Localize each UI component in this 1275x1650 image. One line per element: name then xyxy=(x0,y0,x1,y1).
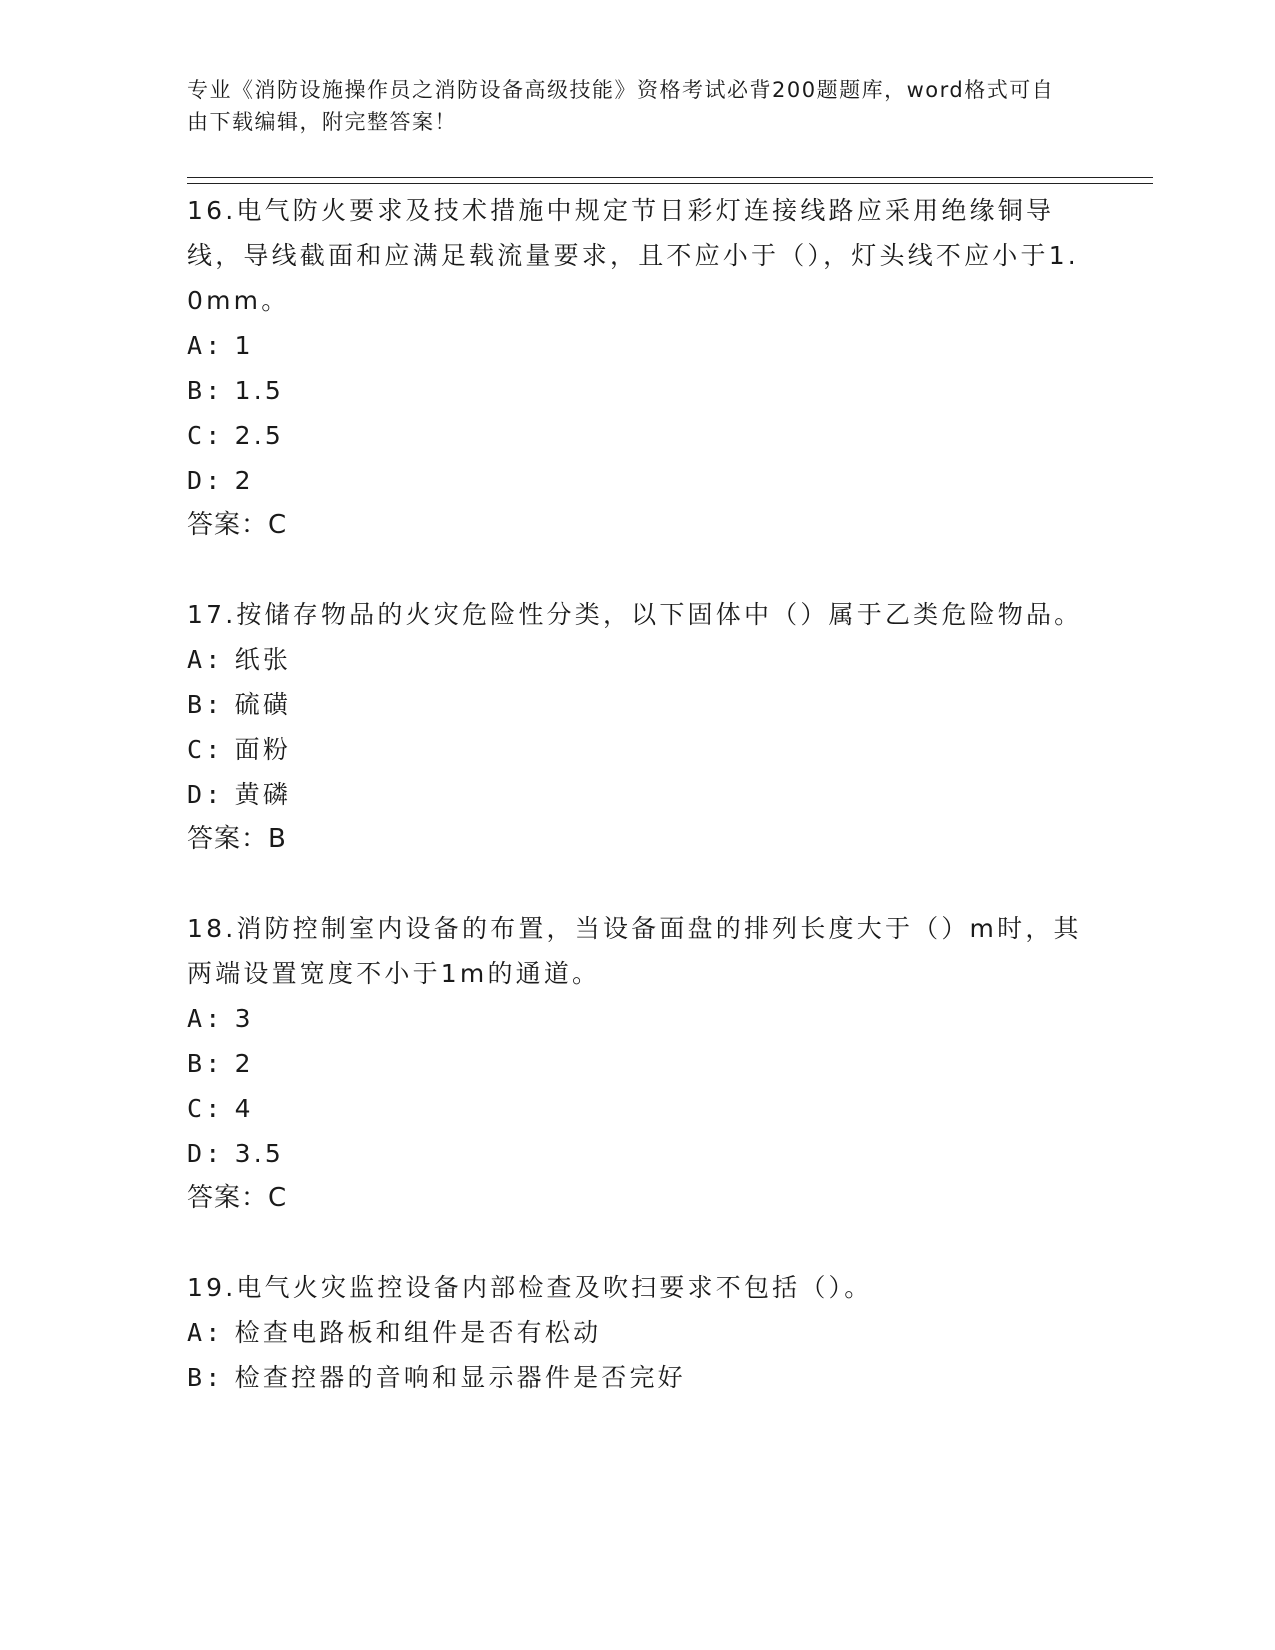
option-text: 2 xyxy=(234,466,254,495)
option-c xyxy=(187,727,1087,772)
question-stem: 16.电气防火要求及技术措施中规定节日彩灯连接线路应采用绝缘铜导线，导线截面和应满足载流量要求，且不应小于（），灯头线不应小于1.0mm。 xyxy=(187,196,1079,315)
option-b xyxy=(187,1041,1087,1086)
question-16 xyxy=(187,188,1087,548)
option-text: 2.5 xyxy=(234,421,285,450)
option-letter: D: xyxy=(187,780,224,809)
option-d xyxy=(187,1131,1087,1176)
option-d xyxy=(187,772,1087,817)
question-17 xyxy=(187,592,1087,862)
answer-value: C xyxy=(268,1183,288,1213)
option-text: 2 xyxy=(234,1049,254,1078)
option-letter: C: xyxy=(187,735,224,764)
question-19 xyxy=(187,1265,1087,1400)
option-b xyxy=(187,368,1087,413)
answer-value: C xyxy=(268,510,288,540)
option-text: 1.5 xyxy=(234,376,285,405)
answer-label: 答案： xyxy=(187,824,269,854)
option-d xyxy=(187,458,1087,503)
option-a xyxy=(187,996,1087,1041)
option-text: 检查控器的音响和显示器件是否完好 xyxy=(234,1363,686,1392)
option-text: 纸张 xyxy=(234,645,292,674)
option-letter: B: xyxy=(187,376,224,405)
option-c xyxy=(187,413,1087,458)
question-stem: 17.按储存物品的火灾危险性分类，以下固体中（）属于乙类危险物品。 xyxy=(187,600,1083,629)
option-letter: D: xyxy=(187,1139,224,1168)
option-a xyxy=(187,1310,1087,1355)
question-stem: 19.电气火灾监控设备内部检查及吹扫要求不包括（）。 xyxy=(187,1273,873,1302)
header-divider-top xyxy=(187,177,1153,178)
question-list xyxy=(187,188,1087,1444)
answer-label: 答案： xyxy=(187,510,269,540)
option-letter: B: xyxy=(187,690,224,719)
answer-line xyxy=(187,817,1087,862)
option-letter: B: xyxy=(187,1049,224,1078)
option-a xyxy=(187,323,1087,368)
option-b xyxy=(187,1355,1087,1400)
option-letter: C: xyxy=(187,421,224,450)
option-text: 硫磺 xyxy=(234,690,292,719)
question-18 xyxy=(187,906,1087,1221)
option-text: 3.5 xyxy=(234,1139,285,1168)
document-header: 专业《消防设施操作员之消防设备高级技能》资格考试必背200题题库，word格式可自由下载编辑，附完整答案！ xyxy=(187,78,1055,134)
option-letter: A: xyxy=(187,1004,224,1033)
answer-line xyxy=(187,1176,1087,1221)
option-text: 黄磷 xyxy=(234,780,292,809)
option-letter: A: xyxy=(187,645,224,674)
option-text: 检查电路板和组件是否有松动 xyxy=(234,1318,602,1347)
option-text: 1 xyxy=(234,331,254,360)
answer-line xyxy=(187,503,1087,548)
header-divider-bottom xyxy=(187,183,1153,184)
option-text: 面粉 xyxy=(234,735,292,764)
option-text: 3 xyxy=(234,1004,254,1033)
option-b xyxy=(187,682,1087,727)
answer-label: 答案： xyxy=(187,1183,269,1213)
option-c xyxy=(187,1086,1087,1131)
option-letter: A: xyxy=(187,331,224,360)
option-text: 4 xyxy=(234,1094,254,1123)
option-letter: D: xyxy=(187,466,224,495)
question-stem: 18.消防控制室内设备的布置，当设备面盘的排列长度大于（）m时，其两端设置宽度不小于1m的通道。 xyxy=(187,914,1082,988)
option-letter: C: xyxy=(187,1094,224,1123)
option-a xyxy=(187,637,1087,682)
answer-value: B xyxy=(268,824,287,854)
option-letter: B: xyxy=(187,1363,224,1392)
option-letter: A: xyxy=(187,1318,224,1347)
